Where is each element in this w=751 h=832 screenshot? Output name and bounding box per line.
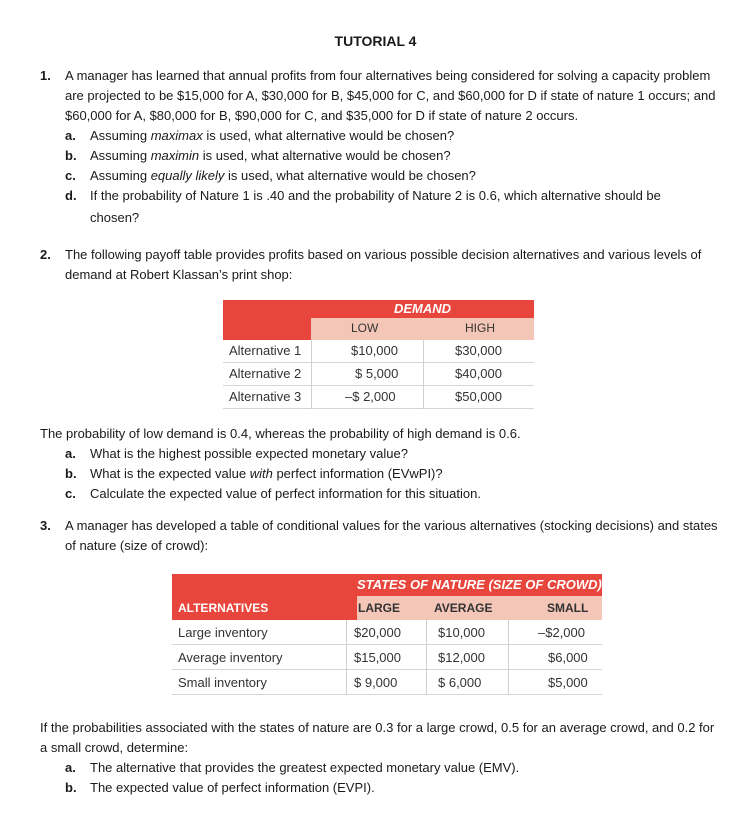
column-header-large: LARGE xyxy=(358,601,400,615)
table-header-states: STATES OF NATURE (SIZE OF CROWD) xyxy=(357,577,602,592)
subquestion-c: c. Calculate the expected value of perfect information for this situation. xyxy=(65,486,481,501)
demand-payoff-table xyxy=(223,300,534,409)
subquestion-a: a. What is the highest possible expected monetary value? xyxy=(65,446,408,461)
question-text: A manager has learned that annual profits from four alternatives being considered for solving a capacity problem are projected to be $15,000 for A, $30,000 for B, $45,000 for C, and $60,000 for D if state of nature 1 occurs; and $60,000 for A, $80,000 for B, $90,000 for C, and $35,000 for D if state of nature 2 occurs. xyxy=(65,68,716,123)
subquestion-a: a. Assuming maximax is used, what alternative would be chosen? xyxy=(65,126,720,146)
table-row: Average inventory $15,000 $12,000 $6,000 xyxy=(172,645,602,670)
question-2-subquestions xyxy=(40,444,700,504)
subquestion-d: d. If the probability of Nature 1 is .40 and the probability of Nature 2 is 0.6, which alternative should be chosen? xyxy=(65,188,661,225)
subquestion-c: c. Assuming equally likely is used, what alternative would be chosen? xyxy=(65,166,720,186)
question-3-subquestions xyxy=(40,758,700,798)
table-header-demand: DEMAND xyxy=(311,300,534,318)
subquestion-letter: b. xyxy=(65,148,77,163)
table-row: Large inventory $20,000 $10,000 –$2,000 xyxy=(172,620,602,645)
question-text: A manager has developed a table of conditional values for the various alternatives (stocking decisions) and states of nature (size of crowd): xyxy=(65,518,718,553)
table-row: Alternative 3 –$ 2,000 $50,000 xyxy=(223,386,534,409)
subquestion-b: b. The expected value of perfect information (EVPI). xyxy=(65,780,375,795)
column-header-high: HIGH xyxy=(465,321,495,335)
question-2-probability: The probability of low demand is 0.4, whereas the probability of high demand is 0.6. xyxy=(40,426,521,441)
table-row: Small inventory $ 9,000 $ 6,000 $5,000 xyxy=(172,670,602,695)
column-header-average: AVERAGE xyxy=(434,601,493,615)
subquestion-letter: a. xyxy=(65,128,76,143)
question-number: 2. xyxy=(40,247,51,262)
question-text: The following payoff table provides profits based on various possible decision alternatives and various levels of demand at Robert Klassan’s print shop: xyxy=(65,247,702,282)
column-header-small: SMALL xyxy=(547,601,589,615)
question-number: 3. xyxy=(40,518,51,533)
table-row: Alternative 1 $10,000 $30,000 xyxy=(223,340,534,363)
subquestion-a: a. The alternative that provides the greatest expected monetary value (EMV). xyxy=(65,760,520,775)
column-header-alternatives: ALTERNATIVES xyxy=(178,601,269,615)
question-2 xyxy=(40,245,720,285)
column-header-low: LOW xyxy=(351,321,379,335)
subquestion-b: b. What is the expected value with perfect information (EVwPI)? xyxy=(65,466,443,481)
question-3-probability: If the probabilities associated with the states of nature are 0.3 for a large crowd, 0.5 for an average crowd, and 0.2 for a small crowd, determine: xyxy=(40,720,715,755)
crowd-conditional-values-table xyxy=(172,574,602,695)
subquestion-letter: d. xyxy=(65,188,77,203)
question-number: 1. xyxy=(40,68,51,83)
page-title: TUTORIAL 4 xyxy=(334,33,417,49)
subquestion-letter: c. xyxy=(65,168,76,183)
question-3 xyxy=(40,516,720,556)
question-1 xyxy=(40,66,720,228)
table-row: Alternative 2 $ 5,000 $40,000 xyxy=(223,363,534,386)
subquestion-b: b. Assuming maximin is used, what alternative would be chosen? xyxy=(65,146,720,166)
